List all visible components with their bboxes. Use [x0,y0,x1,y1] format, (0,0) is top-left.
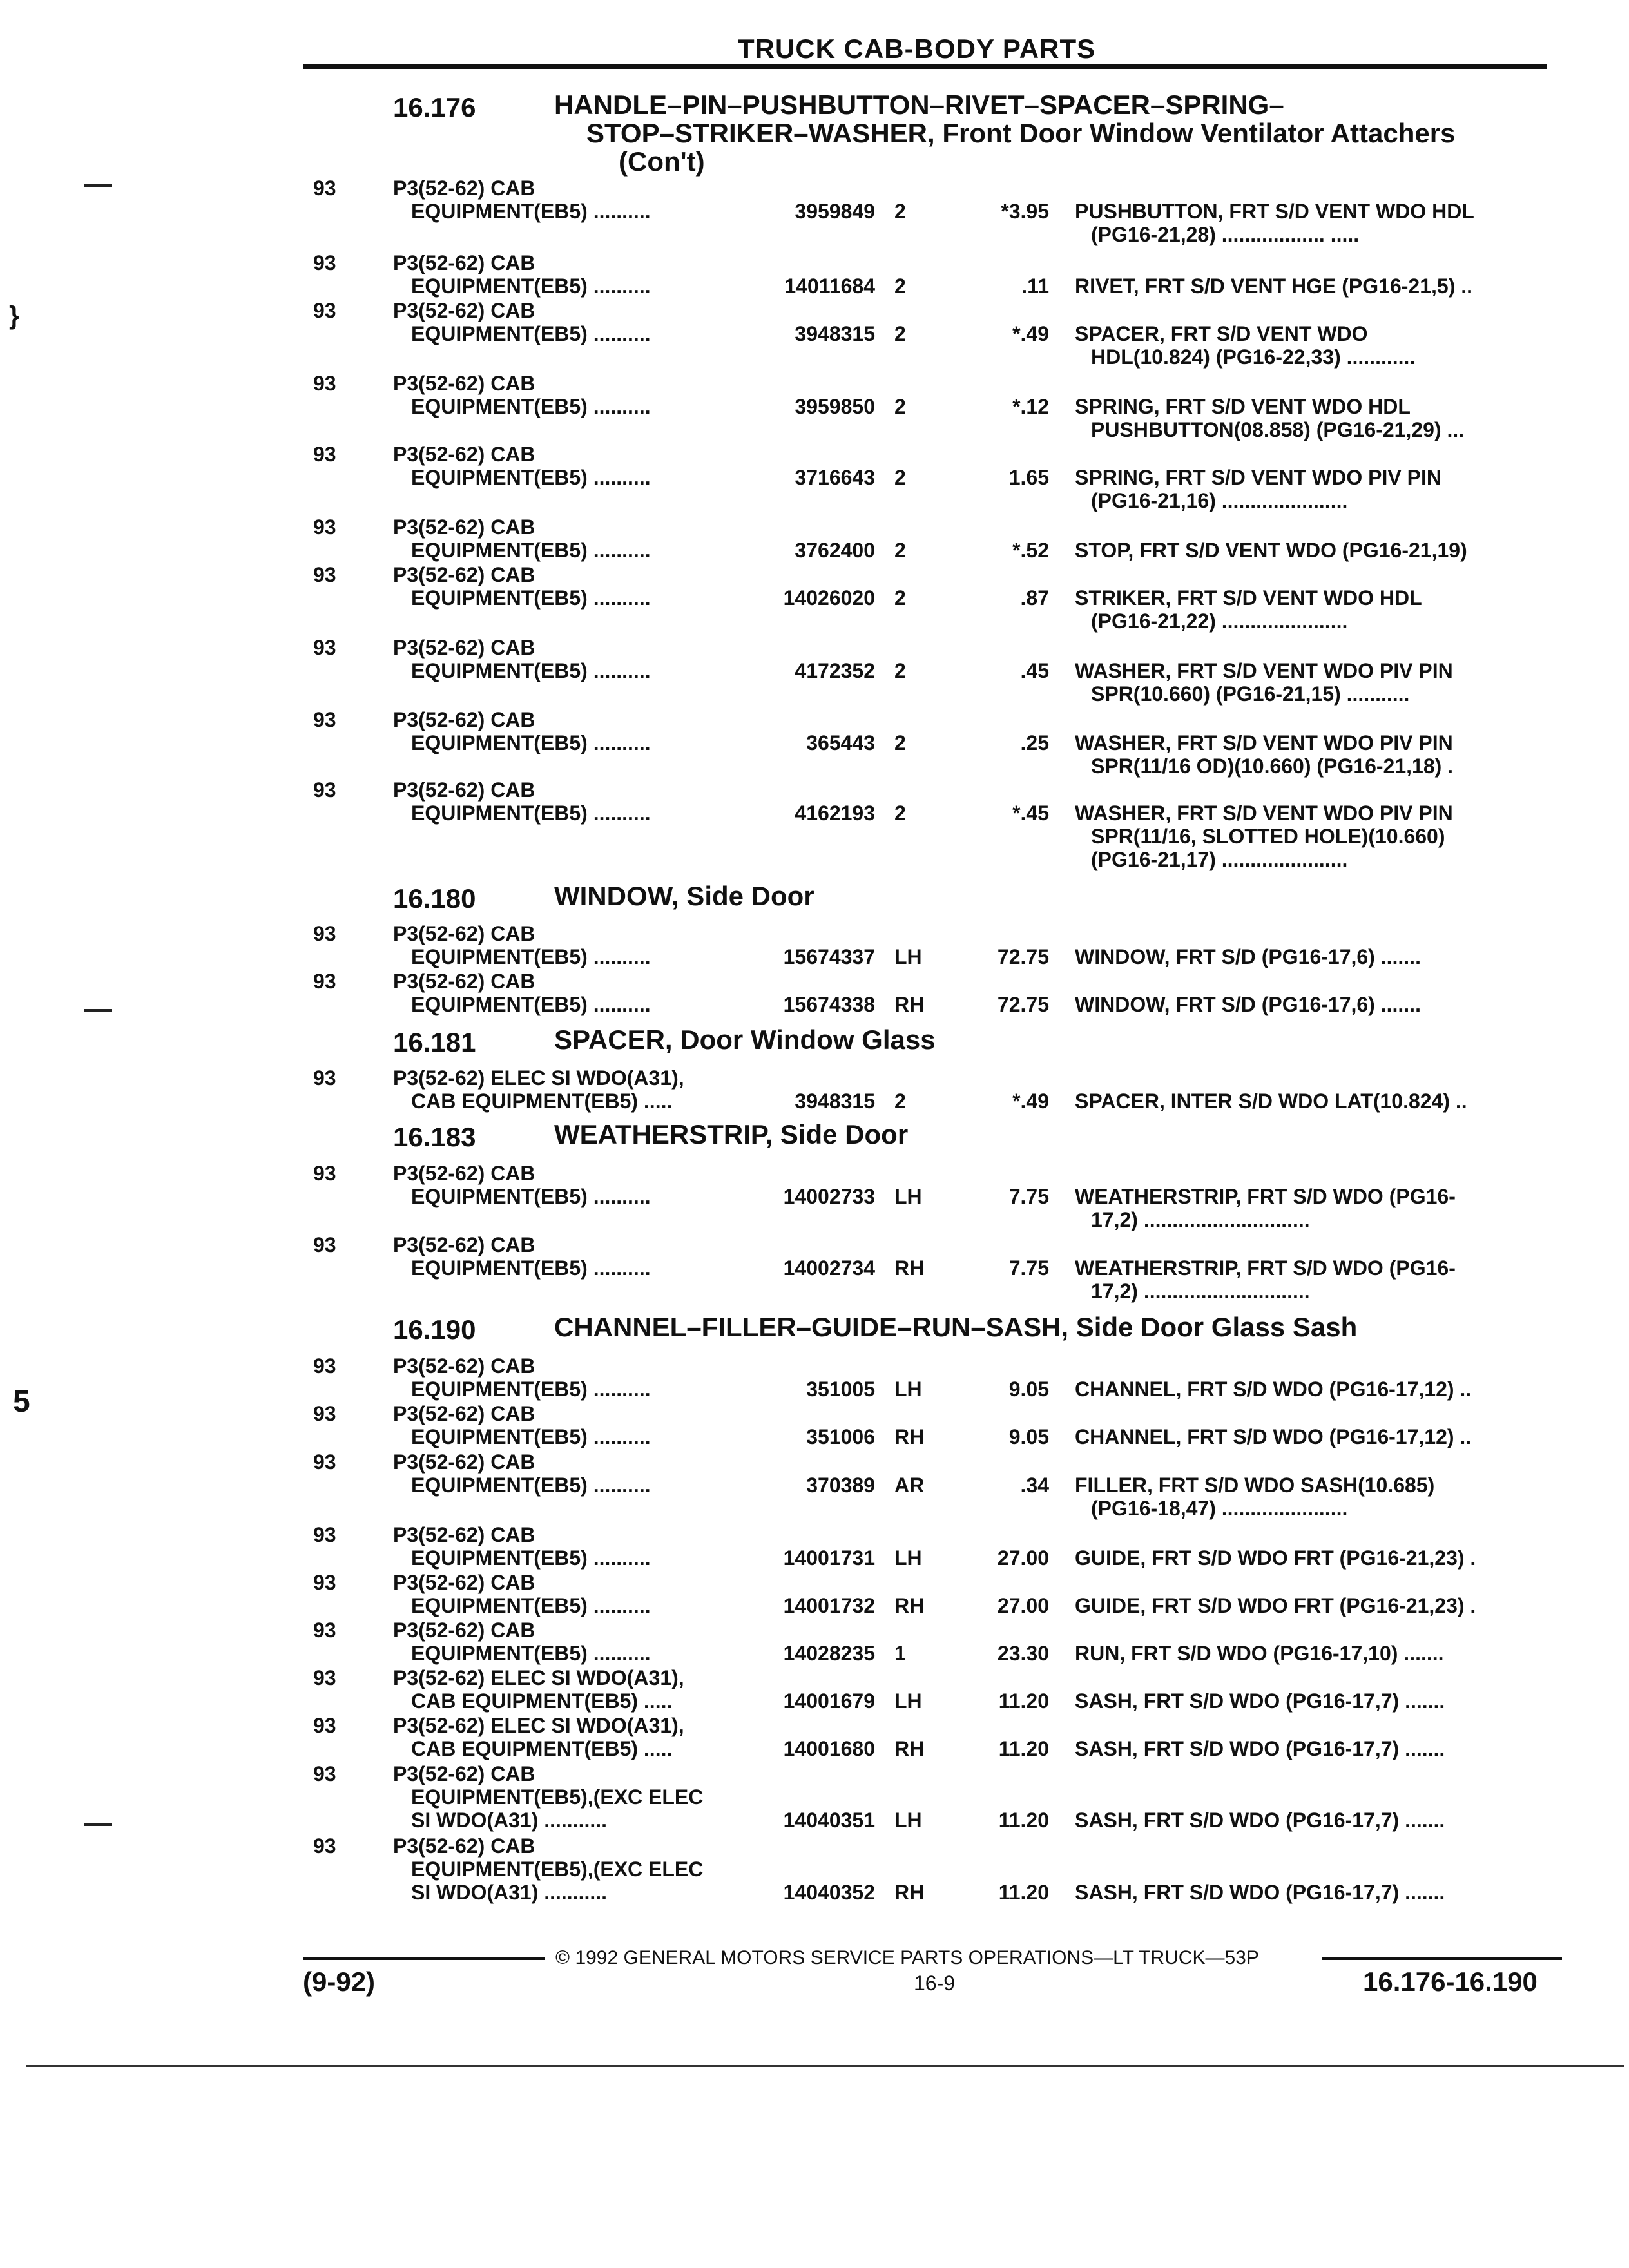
description-line: SASH, FRT S/D WDO (PG16-17,7) ....... [1075,1881,1445,1904]
application-line: EQUIPMENT(EB5) .......... [411,993,651,1016]
application [393,970,651,1016]
application-line: EQUIPMENT(EB5) .......... [411,659,651,682]
section-number: 16.176 [393,92,476,122]
part-number: 14040352 [783,1881,875,1904]
description [1075,1378,1471,1401]
application-line: EQUIPMENT(EB5) .......... [411,1642,651,1665]
description-line: WASHER, FRT S/D VENT WDO PIV PIN [1075,731,1453,754]
application [393,372,651,418]
description-line: SPR(10.660) (PG16-21,15) ........... [1091,682,1410,706]
application-line: EQUIPMENT(EB5) .......... [411,200,651,223]
price: 7.75 [1008,1256,1049,1280]
application-line: P3(52-62) CAB [393,778,535,802]
description-line: 17,2) ............................. [1091,1208,1310,1231]
description [1075,322,1415,369]
part-number: 14028235 [783,1642,875,1665]
description-line: WASHER, FRT S/D VENT WDO PIV PIN [1075,802,1453,825]
application-line: EQUIPMENT(EB5) .......... [411,945,651,968]
part-number: 3948315 [795,1090,875,1113]
description-line: WINDOW, FRT S/D (PG16-17,6) ....... [1075,993,1421,1016]
quantity: 2 [894,586,906,610]
quantity: RH [894,1425,925,1448]
price: 7.75 [1008,1185,1049,1208]
description [1075,659,1453,706]
quantity: 2 [894,802,906,825]
description-line: SASH, FRT S/D WDO (PG16-17,7) ....... [1075,1809,1445,1832]
description-line: RUN, FRT S/D WDO (PG16-17,10) ....... [1075,1642,1444,1665]
application-line: P3(52-62) CAB [393,922,535,945]
description-line: RIVET, FRT S/D VENT HGE (PG16-21,5) .. [1075,274,1473,298]
application [393,922,651,968]
description-line: (PG16-21,28) .................. ..... [1091,223,1360,246]
price: .34 [1020,1474,1049,1497]
price: 9.05 [1008,1425,1049,1448]
description-line: SPR(11/16, SLOTTED HOLE)(10.660) [1091,825,1445,848]
application [393,443,651,489]
application-line: P3(52-62) CAB [393,970,535,993]
price: 27.00 [997,1546,1049,1570]
application-line: P3(52-62) CAB [393,563,535,586]
price: *.12 [1012,395,1049,418]
model-year: 93 [313,177,336,200]
application-line: EQUIPMENT(EB5) .......... [411,539,651,562]
price: 72.75 [997,993,1049,1016]
part-number: 15674338 [783,993,875,1016]
section-number: 16.180 [393,883,476,914]
application-line: EQUIPMENT(EB5),(EXC ELEC [411,1785,704,1809]
part-number: 3762400 [795,539,875,562]
part-number: 14040351 [783,1809,875,1832]
application-line: EQUIPMENT(EB5) .......... [411,466,651,489]
application-line: P3(52-62) CAB [393,177,535,200]
application [393,1571,651,1617]
price: 11.20 [998,1881,1049,1904]
description-line: (PG16-21,16) ...................... [1091,489,1348,512]
description [1075,1185,1456,1231]
application-line: P3(52-62) CAB [393,1354,535,1378]
quantity: LH [894,1378,922,1401]
application [393,299,651,345]
part-number: 365443 [806,731,875,754]
application [393,1834,703,1904]
description [1075,945,1421,968]
price: *.49 [1012,322,1049,345]
application [393,1450,651,1497]
description [1075,1881,1445,1904]
application-line: EQUIPMENT(EB5) .......... [411,1425,651,1448]
model-year: 93 [313,251,336,274]
model-year: 93 [313,1619,336,1642]
application-line: P3(52-62) ELEC SI WDO(A31), [393,1066,684,1090]
part-number: 4172352 [795,659,875,682]
price: *3.95 [1001,200,1049,223]
quantity: 2 [894,731,906,754]
description [1075,993,1421,1016]
section-title-line: WINDOW, Side Door [554,881,815,911]
application-line: P3(52-62) CAB [393,1762,535,1785]
application-line: EQUIPMENT(EB5) .......... [411,395,651,418]
price: 27.00 [997,1594,1049,1617]
description [1075,1737,1445,1760]
description-line: SASH, FRT S/D WDO (PG16-17,7) ....... [1075,1737,1445,1760]
application-line: EQUIPMENT(EB5) .......... [411,1546,651,1570]
model-year: 93 [313,922,336,945]
description [1075,802,1453,871]
application-line: EQUIPMENT(EB5),(EXC ELEC [411,1858,704,1881]
description-line: SPR(11/16 OD)(10.660) (PG16-21,18) . [1091,754,1454,778]
quantity: 2 [894,466,906,489]
application [393,251,651,298]
price: 11.20 [998,1689,1049,1713]
application-line: P3(52-62) CAB [393,1571,535,1594]
description-line: FILLER, FRT S/D WDO SASH(10.685) [1075,1474,1435,1497]
description [1075,1474,1434,1520]
description-line: (PG16-21,17) ...................... [1091,848,1348,871]
price: .11 [1021,274,1049,298]
section-title-line: WEATHERSTRIP, Side Door [554,1119,909,1149]
scan-bottom-rule [26,2065,1624,2067]
section-title [554,91,1455,176]
part-number: 3959850 [795,395,875,418]
section-title-line: HANDLE–PIN–PUSHBUTTON–RIVET–SPACER–SPRING– [554,90,1284,120]
quantity: 2 [894,274,906,298]
quantity: LH [894,1689,922,1713]
part-number: 15674337 [783,945,875,968]
application-line: EQUIPMENT(EB5) .......... [411,1474,651,1497]
margin-glyph: } [9,302,19,330]
model-year: 93 [313,372,336,395]
part-number: 351005 [806,1378,875,1401]
part-number: 370389 [806,1474,875,1497]
model-year: 93 [313,563,336,586]
model-year: 93 [313,1402,336,1425]
description-line: WASHER, FRT S/D VENT WDO PIV PIN [1075,659,1453,682]
application-line: P3(52-62) CAB [393,1450,535,1474]
application-line: EQUIPMENT(EB5) .......... [411,1378,651,1401]
quantity: 2 [894,659,906,682]
section-title [554,882,815,910]
part-number: 14002734 [783,1256,875,1280]
section-number: 16.181 [393,1027,476,1057]
price: 11.20 [998,1737,1049,1760]
description-line: GUIDE, FRT S/D WDO FRT (PG16-21,23) . [1075,1546,1476,1570]
description-line: GUIDE, FRT S/D WDO FRT (PG16-21,23) . [1075,1594,1476,1617]
part-number: 14001731 [783,1546,875,1570]
part-number: 3948315 [795,322,875,345]
footer-section-range: 16.176-16.190 [1363,1966,1537,1997]
description-line: HDL(10.824) (PG16-22,33) ............ [1091,345,1416,369]
application-line: CAB EQUIPMENT(EB5) ..... [411,1689,673,1713]
model-year: 93 [313,1354,336,1378]
price: *.45 [1012,802,1049,825]
description [1075,1546,1476,1570]
description [1075,395,1464,441]
quantity: LH [894,945,922,968]
application-line: EQUIPMENT(EB5) .......... [411,731,651,754]
quantity: RH [894,993,925,1016]
application [393,636,651,682]
section-title [554,1120,908,1149]
model-year: 93 [313,443,336,466]
application-line: P3(52-62) CAB [393,251,535,274]
application-line: P3(52-62) CAB [393,1402,535,1425]
part-number: 14001680 [783,1737,875,1760]
description-line: STRIKER, FRT S/D VENT WDO HDL [1075,586,1422,610]
application [393,708,651,754]
application-line: P3(52-62) ELEC SI WDO(A31), [393,1666,684,1689]
application [393,177,651,223]
part-number: 4162193 [795,802,875,825]
quantity: 1 [894,1642,906,1665]
application-line: P3(52-62) CAB [393,636,535,659]
application [393,1619,651,1665]
application [393,1162,651,1208]
section-title-line: CHANNEL–FILLER–GUIDE–RUN–SASH, Side Door Glass Sash [554,1312,1358,1342]
part-number: 3959849 [795,200,875,223]
application-line: SI WDO(A31) ........... [411,1881,608,1904]
footer-page-number: 16-9 [914,1972,956,1995]
margin-glyph: 5 [13,1385,30,1419]
description-line: WINDOW, FRT S/D (PG16-17,6) ....... [1075,945,1421,968]
description [1075,731,1453,778]
section-title [554,1313,1357,1341]
price: 9.05 [1008,1378,1049,1401]
description [1075,1809,1445,1832]
part-number: 14002733 [783,1185,875,1208]
price: 1.65 [1008,466,1049,489]
application-line: P3(52-62) CAB [393,299,535,322]
model-year: 93 [313,515,336,539]
application-line: EQUIPMENT(EB5) .......... [411,586,651,610]
application-line: EQUIPMENT(EB5) .......... [411,1594,651,1617]
quantity: 2 [894,200,906,223]
application-line: EQUIPMENT(EB5) .......... [411,802,651,825]
model-year: 93 [313,1066,336,1090]
model-year: 93 [313,708,336,731]
margin-mark [84,184,112,187]
footer-rule-right [1322,1957,1562,1960]
description [1075,1090,1467,1113]
description-line: SASH, FRT S/D WDO (PG16-17,7) ....... [1075,1689,1445,1713]
footer-rule-left [303,1957,545,1960]
quantity: RH [894,1881,925,1904]
quantity: LH [894,1546,922,1570]
application [393,1066,684,1113]
description [1075,466,1441,512]
application [393,1762,703,1832]
model-year: 93 [313,970,336,993]
application-line: P3(52-62) CAB [393,372,535,395]
model-year: 93 [313,1571,336,1594]
application [393,778,651,825]
price: .45 [1020,659,1049,682]
quantity: RH [894,1594,925,1617]
price: .87 [1020,586,1049,610]
section-title-line: (Con't) [619,146,705,177]
quantity: LH [894,1185,922,1208]
description-line: (PG16-18,47) ...................... [1091,1497,1348,1520]
footer-date: (9-92) [303,1966,376,1997]
price: 11.20 [998,1809,1049,1832]
quantity: 2 [894,395,906,418]
model-year: 93 [313,636,336,659]
application [393,1354,651,1401]
model-year: 93 [313,1450,336,1474]
description [1075,274,1472,298]
application-line: P3(52-62) CAB [393,708,535,731]
section-title-line: STOP–STRIKER–WASHER, Front Door Window Ventilator Attachers [586,118,1456,148]
description [1075,539,1467,562]
quantity: 2 [894,539,906,562]
quantity: AR [894,1474,925,1497]
description [1075,1642,1444,1665]
price: 23.30 [997,1642,1049,1665]
description-line: CHANNEL, FRT S/D WDO (PG16-17,12) .. [1075,1425,1472,1448]
description-line: SPRING, FRT S/D VENT WDO HDL [1075,395,1411,418]
description [1075,1594,1476,1617]
section-title [554,1026,936,1054]
quantity: 2 [894,1090,906,1113]
description-line: PUSHBUTTON(08.858) (PG16-21,29) ... [1091,418,1465,441]
application-line: P3(52-62) CAB [393,1834,535,1858]
application [393,1233,651,1280]
model-year: 93 [313,1523,336,1546]
application [393,515,651,562]
model-year: 93 [313,1233,336,1256]
description [1075,586,1422,633]
application [393,1523,651,1570]
part-number: 3716643 [795,466,875,489]
part-number: 14001679 [783,1689,875,1713]
description-line: WEATHERSTRIP, FRT S/D WDO (PG16- [1075,1256,1456,1280]
application-line: P3(52-62) ELEC SI WDO(A31), [393,1714,684,1737]
application [393,563,651,610]
description-line: SPRING, FRT S/D VENT WDO PIV PIN [1075,466,1441,489]
model-year: 93 [313,1762,336,1785]
description-line: SPACER, FRT S/D VENT WDO [1075,322,1368,345]
application-line: P3(52-62) CAB [393,443,535,466]
price: *.52 [1012,539,1049,562]
application [393,1666,684,1713]
application-line: P3(52-62) CAB [393,515,535,539]
application-line: CAB EQUIPMENT(EB5) ..... [411,1090,673,1113]
footer-copyright: © 1992 GENERAL MOTORS SERVICE PARTS OPERATIONS—LT TRUCK—53P [555,1947,1259,1968]
application-line: EQUIPMENT(EB5) .......... [411,1256,651,1280]
section-title-line: SPACER, Door Window Glass [554,1024,936,1055]
margin-mark [84,1823,112,1826]
description-line: WEATHERSTRIP, FRT S/D WDO (PG16- [1075,1185,1456,1208]
description-line: SPACER, INTER S/D WDO LAT(10.824) .. [1075,1090,1467,1113]
application-line: P3(52-62) CAB [393,1162,535,1185]
description-line: 17,2) ............................. [1091,1280,1310,1303]
model-year: 93 [313,778,336,802]
model-year: 93 [313,1666,336,1689]
price: *.49 [1012,1090,1049,1113]
part-number: 351006 [806,1425,875,1448]
description [1075,1256,1456,1303]
description-line: (PG16-21,22) ...................... [1091,610,1348,633]
model-year: 93 [313,299,336,322]
quantity: RH [894,1737,925,1760]
application-line: P3(52-62) CAB [393,1523,535,1546]
price: 72.75 [997,945,1049,968]
quantity: RH [894,1256,925,1280]
price: .25 [1020,731,1049,754]
model-year: 93 [313,1162,336,1185]
description [1075,1425,1471,1448]
application-line: P3(52-62) CAB [393,1619,535,1642]
part-number: 14001732 [783,1594,875,1617]
section-number: 16.190 [393,1314,476,1345]
application-line: EQUIPMENT(EB5) .......... [411,274,651,298]
application-line: EQUIPMENT(EB5) .......... [411,322,651,345]
description-line: STOP, FRT S/D VENT WDO (PG16-21,19) [1075,539,1467,562]
description [1075,1689,1445,1713]
page-footer [0,1933,1629,2062]
page-title: TRUCK CAB-BODY PARTS [738,34,1096,64]
description-line: PUSHBUTTON, FRT S/D VENT WDO HDL [1075,200,1474,223]
part-number: 14011684 [784,274,875,298]
application [393,1402,651,1448]
application-line: SI WDO(A31) ........... [411,1809,608,1832]
model-year: 93 [313,1834,336,1858]
quantity: 2 [894,322,906,345]
model-year: 93 [313,1714,336,1737]
part-number: 14026020 [783,586,875,610]
section-number: 16.183 [393,1122,476,1152]
description-line: CHANNEL, FRT S/D WDO (PG16-17,12) .. [1075,1378,1472,1401]
margin-mark [84,1009,112,1012]
quantity: LH [894,1809,922,1832]
application-line: EQUIPMENT(EB5) .......... [411,1185,651,1208]
application [393,1714,684,1760]
application-line: CAB EQUIPMENT(EB5) ..... [411,1737,673,1760]
description [1075,200,1474,246]
application-line: P3(52-62) CAB [393,1233,535,1256]
